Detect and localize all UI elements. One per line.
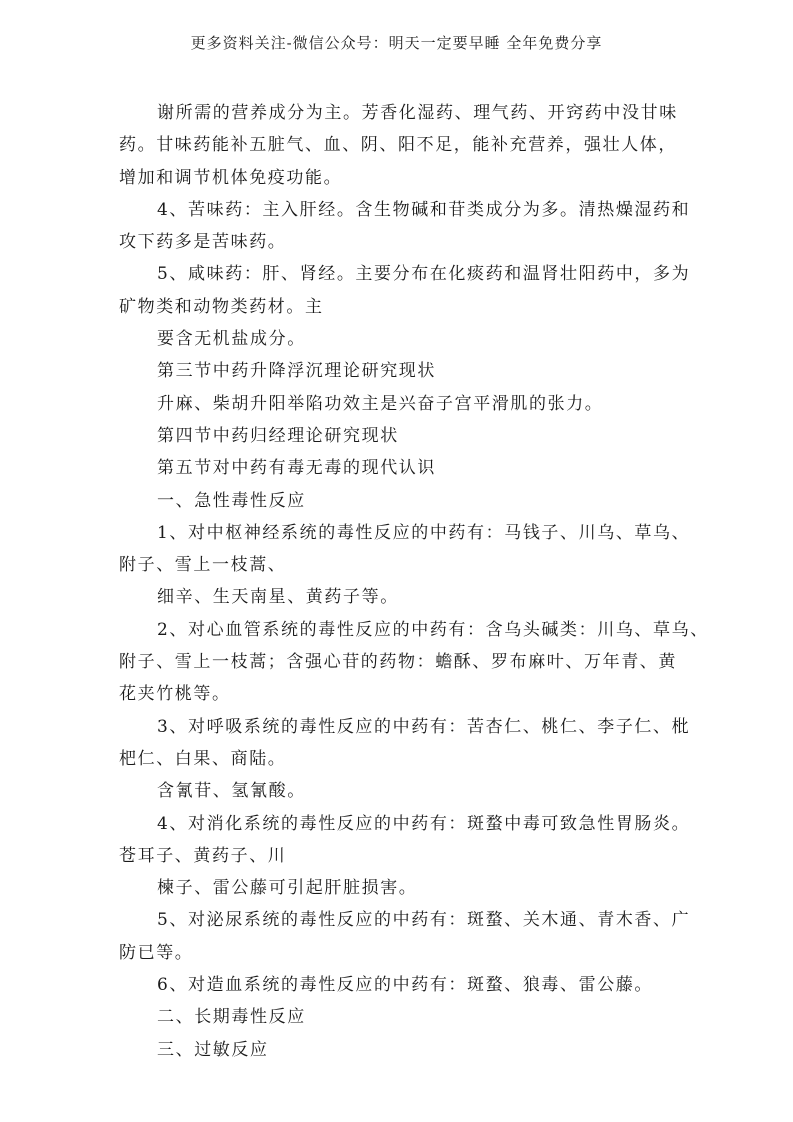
text-line: 1、对中枢神经系统的毒性反应的中药有：马钱子、川乌、草乌、 xyxy=(157,522,691,543)
text-line: 3、对呼吸系统的毒性反应的中药有：苦杏仁、桃仁、李子仁、枇 xyxy=(157,716,691,737)
document-body xyxy=(119,97,709,1066)
text-line: 药。甘味药能补五脏气、血、阴、阳不足，能补充营养，强壮人体， xyxy=(119,135,677,156)
text-line: 三、过敏反应 xyxy=(157,1039,269,1060)
text-line: 攻下药多是苦味药。 xyxy=(119,232,287,253)
text-line: 附子、雪上一枝蒿；含强心苷的药物：蟾酥、罗布麻叶、万年青、黄 xyxy=(119,652,677,673)
page-header: 更多资料关注-微信公众号：明天一定要早睡 全年免费分享 xyxy=(190,34,603,52)
text-line: 4、对消化系统的毒性反应的中药有：斑蝥中毒可致急性胃肠炎。 xyxy=(157,813,691,834)
text-line: 升麻、柴胡升阳举陷功效主是兴奋子宫平滑肌的张力。 xyxy=(157,393,604,414)
text-line: 附子、雪上一枝蒿、 xyxy=(119,555,287,576)
text-line: 花夹竹桃等。 xyxy=(119,684,231,705)
text-line: 5、咸味药：肝、肾经。主要分布在化痰药和温肾壮阳药中，多为 xyxy=(157,264,691,285)
text-line: 第四节中药归经理论研究现状 xyxy=(157,425,399,446)
text-line: 矿物类和动物类药材。主 xyxy=(119,296,324,317)
text-line: 5、对泌尿系统的毒性反应的中药有：斑蝥、关木通、青木香、广 xyxy=(157,910,691,931)
text-line: 楝子、雷公藤可引起肝脏损害。 xyxy=(157,878,418,899)
text-line: 2、对心血管系统的毒性反应的中药有：含乌头碱类：川乌、草乌、 xyxy=(157,619,709,640)
text-line: 6、对造血系统的毒性反应的中药有：斑蝥、狼毒、雷公藤。 xyxy=(157,975,654,996)
text-line: 二、长期毒性反应 xyxy=(157,1007,306,1028)
text-line: 4、苦味药：主入肝经。含生物碱和苷类成分为多。清热燥湿药和 xyxy=(157,199,691,220)
text-line: 谢所需的营养成分为主。芳香化湿药、理气药、开窍药中没甘味 xyxy=(157,103,678,123)
text-line: 含氰苷、氢氰酸。 xyxy=(157,781,306,802)
text-line: 细辛、生天南星、黄药子等。 xyxy=(157,587,399,608)
text-line: 杷仁、白果、商陆。 xyxy=(119,748,287,769)
text-line: 苍耳子、黄药子、川 xyxy=(119,845,287,866)
text-line: 增加和调节机体免疫功能。 xyxy=(119,167,343,188)
text-line: 要含无机盐成分。 xyxy=(157,329,306,350)
text-line: 一、急性毒性反应 xyxy=(157,490,306,511)
text-line: 防已等。 xyxy=(119,942,194,963)
text-line: 第三节中药升降浮沉理论研究现状 xyxy=(157,361,436,382)
text-line: 第五节对中药有毒无毒的现代认识 xyxy=(157,458,436,479)
